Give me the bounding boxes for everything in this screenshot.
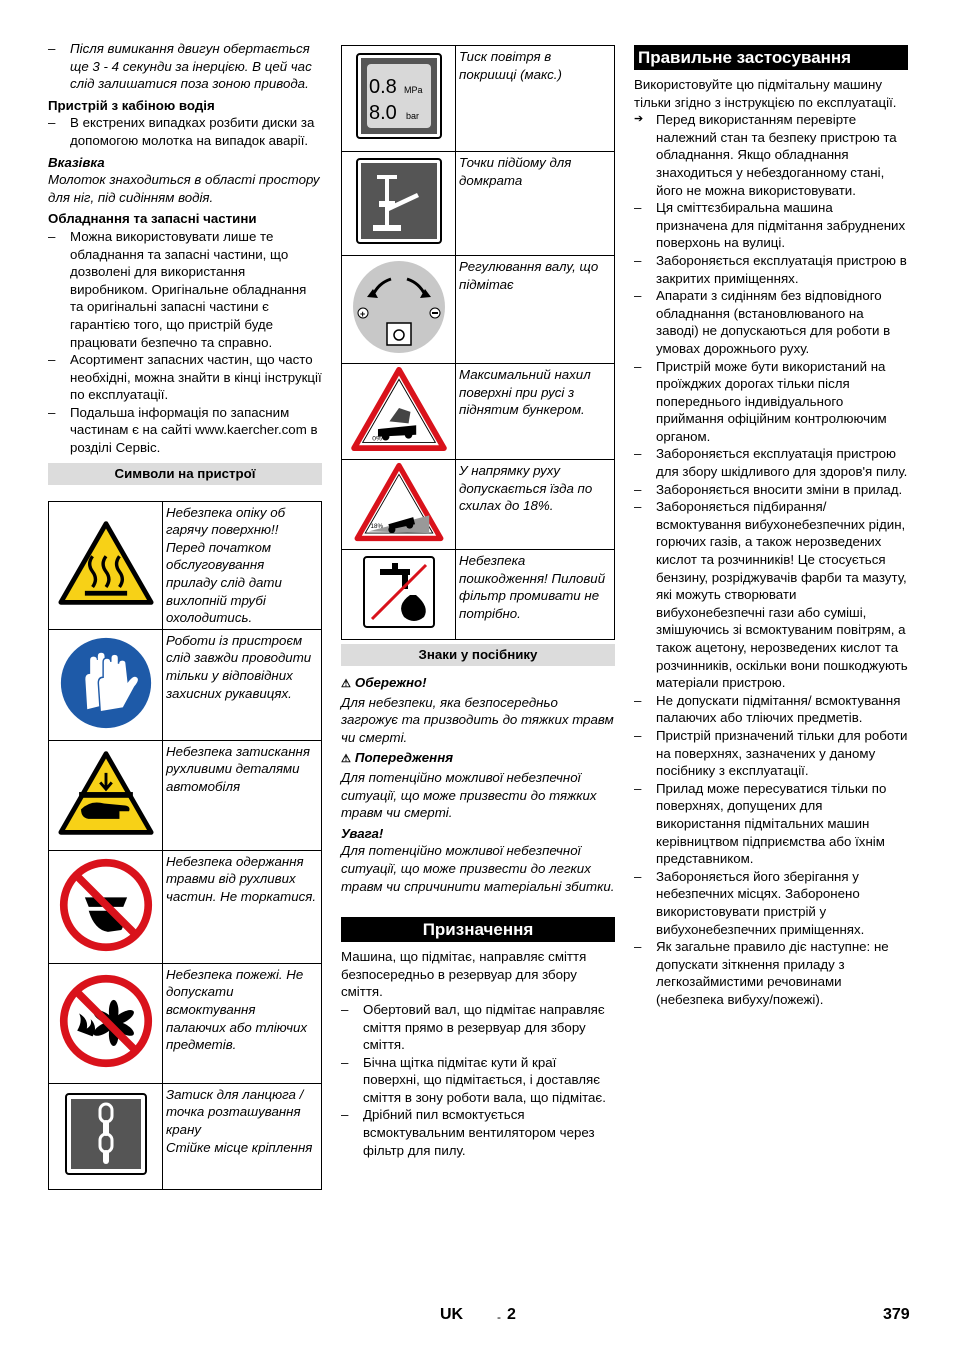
caution-text: Для небезпеки, яка безпосередньо загрожує та призводить до тяжких травм чи смерті. [341,694,614,745]
purpose-heading: Призначення [341,917,615,942]
warning-label: Попередження [354,750,454,766]
slope-18-icon [351,462,447,542]
list-item: – Забороняється його зберігання у небезпечних місцях. Заборонено використовувати пристрій у вибухонебезпечних приміщеннях. [634,868,908,938]
symbol-text: Небезпека пожежі. Не допускати всмоктування палаючих або тліючих предметів. [163,963,322,1083]
gauge-unit-mpa: MPa [403,85,423,96]
note-heading: Вказівка [48,154,105,170]
symbol-text: Максимальний нахил поверхні при русі з піднятим бункером. [456,364,615,460]
symbols-heading: Символи на пристрої [48,463,322,485]
footer-page-number: 379 [883,1306,910,1323]
cab-heading: Пристрій з кабіною водія [48,97,215,113]
parts-list [48,228,322,457]
table-row [342,460,615,550]
warning-triangle-icon: ⚠ [341,753,351,766]
symbol-text: Небезпека опіку об гарячу поверхню!! Перед початком обслуговування приладу слід дати вихлопній трубі охолодитись. [163,501,322,629]
svg-text:+: + [359,309,365,320]
table-row [49,963,322,1083]
footer-separator: - [497,1310,501,1324]
table-row [49,740,322,850]
note-text: Молоток знаходиться в області простору для ніг, під сидінням водія. [48,172,320,205]
list-item: – Подальша інформація по запасним частинам є на сайті www.kaercher.com в розділі Сервіс. [48,404,322,457]
no-wash-filter-icon [362,555,436,629]
list-item: – В екстрених випадках розбити диски за допомогою молотка на випадок аварії. [48,114,322,149]
attention-label: Увага! [341,825,384,841]
column-left [48,40,322,1190]
table-row [49,1083,322,1189]
list-item-arrow: ➔ Перед використанням перевірте належний стан та безпеку пристрою та обладнання. Якщо обладнання знаходиться у небездоганному стані, його не можна використовувати. [634,111,908,199]
table-row [342,152,615,256]
table-row [342,550,615,640]
list-item: – Бічна щітка підмітає кути й краї поверхні, що підмітається, і доставляє сміття в зону роботи вала, що підмітає. [341,1054,615,1107]
purpose-list [341,1001,615,1159]
symbol-text: Небезпека пошкодження! Пиловий фільтр промивати не потрібно. [456,550,615,640]
purpose-text: Машина, що підмітає, направляє сміття безпосередньо в резервуар для збору сміття. [341,949,587,1000]
table-row [342,364,615,460]
gloves-icon [58,635,154,731]
parts-heading: Обладнання та запасні частини [48,211,257,227]
slope-label: 18% [370,522,383,530]
table-row [49,501,322,629]
symbol-text-secondary: Стійке місце кріплення [166,1139,313,1155]
proper-use-heading: Правильне застосування [634,45,908,70]
footer-language: UK [440,1306,464,1323]
table-row [49,850,322,963]
symbols-table-continued [341,45,615,640]
list-item: – Не допускати підмітання/ всмоктування палаючих або тліючих предметів. [634,692,908,727]
list-item: – Після вимикання двигун обертається ще 3 - 4 секунди за інерцією. В цей час слід залишатися поза зоною привода. [48,40,322,93]
caution-label: Обережно! [354,675,427,690]
symbol-text: Небезпека одержання травми від рухливих частин. Не торкатися. [163,850,322,963]
column-right [634,45,908,1008]
intro-list [48,40,322,93]
table-row [49,629,322,740]
symbols-table [48,501,322,1190]
warning-triangle-icon: ⚠ [341,678,351,690]
symbol-text: Затиск для ланцюга / точка розташування крану [166,1086,304,1137]
symbol-text: У напрямку руху допускається їзда по схилах до 18%. [456,460,615,550]
list-item: – Апарати з сидінням без відповідного обладнання (встановлюваного на заводі) не допускаються для роботи в умовах дорожнього руху. [634,287,908,357]
proper-use-intro: Використовуйте цю підмітальну машину тільки згідно з інструкцією по експлуатації. [634,77,897,110]
table-row [342,46,615,152]
symbol-text: Небезпека затискання рухливими деталями автомобіля [163,740,322,850]
gauge-value-mpa: 0.8 [368,76,397,99]
attention-text: Для потенційно можливої небезпечної ситуації, що може призвести до легких травм чи спричинити матеріальні збитки. [341,843,615,894]
symbol-text: Роботи із пристроєм слід завжди проводити тільки у відповідних захисних рукавицях. [163,629,322,740]
slope-hopper-raised-icon [351,366,447,452]
chain-icon [64,1092,148,1176]
proper-use-list [634,111,908,1008]
no-burning-objects-icon [58,973,154,1069]
symbol-text: Регулювання валу, що підмітає [456,256,615,364]
warning-text: Для потенційно можливої небезпечної ситуації, що може призвести до тяжких травм чи смерті. [341,769,597,821]
signs-heading: Знаки у посібнику [341,644,615,666]
list-item: – Асортимент запасних частин, що часто необхідні, можна знайти в кінці інструкції по експлуатації. [48,351,322,404]
slope-label: 0% [371,435,382,443]
symbol-text: Точки підйому для домкрата [456,152,615,256]
list-item: – Ця сміттєзбиральна машина призначена для підмітання забруднених поверхонь на вулиці. [634,199,908,252]
list-item: – Забороняється експлуатація пристрою для збору шкідливого для здоров'я пилу. [634,445,908,480]
list-item: – Як загальне правило діє наступне: не допускати зіткнення приладу з легкозаймистими речовинами (небезпека вибуху/пожежі). [634,938,908,1008]
roller-adjust-icon [351,259,447,355]
list-item: – Пристрій може бути використаний на проїжджих дорогах тільки після попереднього індивідуального приймання офіційним контролюючим органом. [634,358,908,446]
list-item: – Обертовий вал, що підмітає направляє сміття прямо в резервуар для збору сміття. [341,1001,615,1054]
crush-hazard-icon [58,749,154,837]
no-touch-moving-parts-icon [58,857,154,953]
footer-page-local: 2 [507,1306,516,1323]
list-item: – Забороняється підбирання/ всмоктування вибухонебезпечних рідин, горючих газів, а також нерозведених кислот та розчинників! Це стосується бензину, розріджувачів фарби та мазуту, які можуть створювати вибухонебезпечні гази або суміші, змішуючись зі всмоктуваним повітрям, а також ацетону, нерозведених кислот та розчинників, оскільки вони пошкоджують матеріали пристрою. [634,498,908,692]
gauge-value-bar: 8.0 [368,102,397,125]
cab-list [48,114,322,149]
list-item: – Забороняється вносити зміни в прилад. [634,481,908,499]
jack-point-icon [355,157,443,245]
list-item: – Пристрій призначений тільки для роботи на поверхнях, зазначених у даному посібнику з експлуатації. [634,727,908,780]
list-item: – Дрібний пил всмоктується всмоктувальним вентилятором через фільтр для пилу. [341,1106,615,1159]
gauge-unit-bar: bar [405,111,419,122]
table-row [342,256,615,364]
symbol-text: Тиск повітря в покришці (макс.) [456,46,615,152]
pressure-gauge-icon [355,52,443,140]
list-item: – Забороняється експлуатація пристрою в закритих приміщеннях. [634,252,908,287]
list-item: – Можна використовувати лише те обладнання та запасні частини, що дозволені для використання виробником. Оригінальне обладнання та оригінальні запасні частини є гарантією того, що пристрій буде працювати безпечно та справно. [48,228,322,351]
list-item: – Прилад може пересуватися тільки по поверхнях, допущених для використання підмітальних машин керівництвом підприємства або їхнім представником. [634,780,908,868]
column-middle [341,45,615,1159]
hot-surface-icon [58,519,154,607]
